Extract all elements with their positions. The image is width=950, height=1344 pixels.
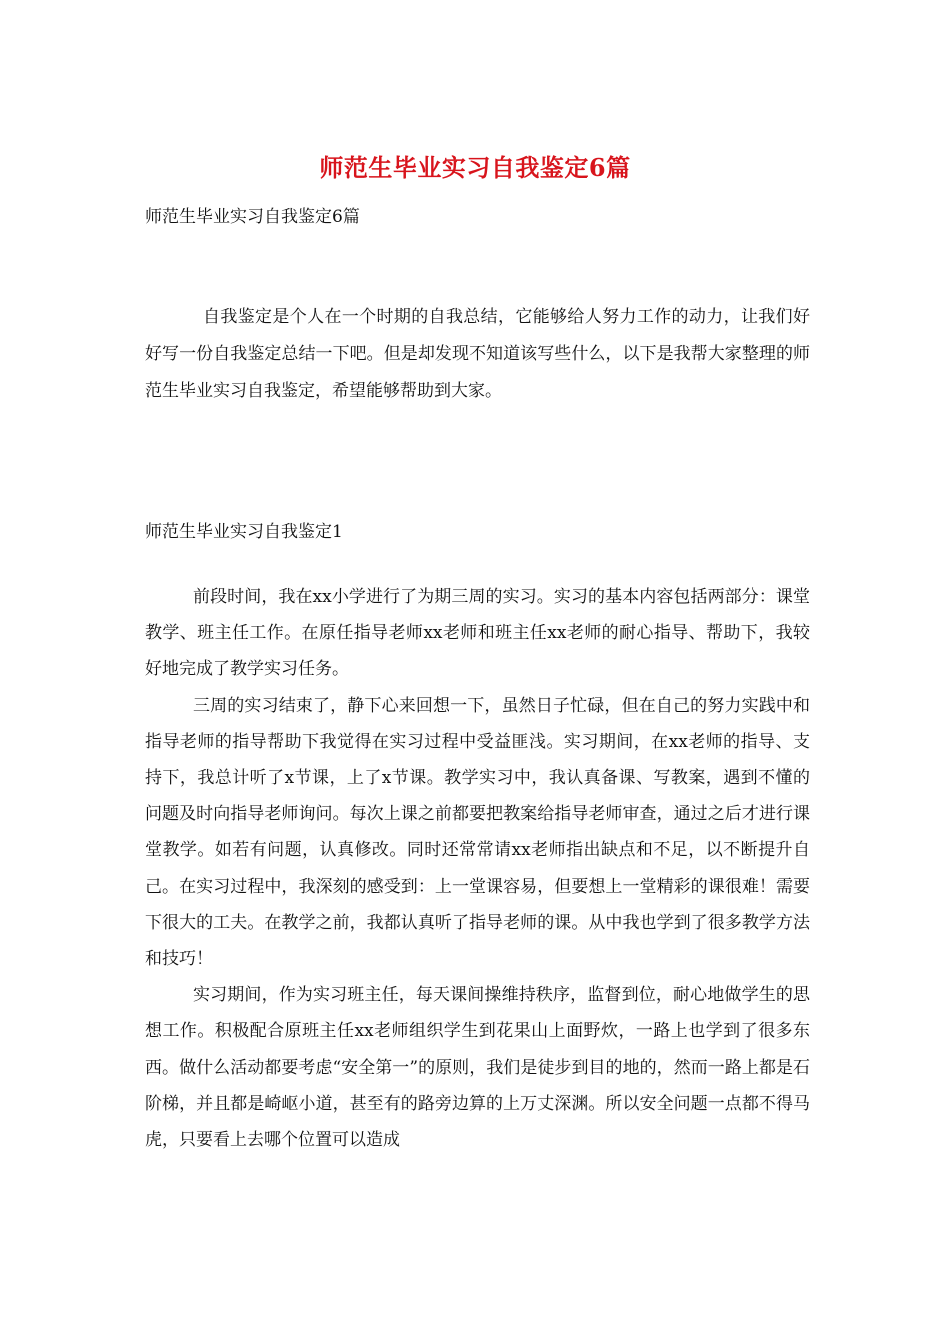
document-title: 师范生毕业实习自我鉴定6篇 [319,153,631,182]
section-heading: 师范生毕业实习自我鉴定1 [145,522,343,542]
body-paragraph-3: 实习期间，作为实习班主任，每天课间操维持秩序，监督到位，耐心地做学生的思想工作。积极配合原班主任xx老师组织学生到花果山上面野炊，一路上也学到了很多东西。做什么活动都要考虑“安全第一”的原则，我们是徒步到目的地的，然而一路上都是石阶梯，并且都是崎岖小道，甚至有的路旁边算的上万丈深渊。所以安全问题一点都不得马虎，只要看上去哪个位置可以造成 [145,985,810,1151]
body-paragraph-1: 前段时间，我在xx小学进行了为期三周的实习。实习的基本内容包括两部分：课堂教学、班主任工作。在原任指导老师xx老师和班主任xx老师的耐心指导、帮助下，我较好地完成了教学实习任务。 [145,587,810,680]
document-subtitle: 师范生毕业实习自我鉴定6篇 [145,207,360,227]
section-body [145,579,810,1158]
intro-paragraph: 自我鉴定是个人在一个时期的自我总结，它能够给人努力工作的动力，让我们好好写一份自我鉴定总结一下吧。但是却发现不知道该写些什么，以下是我帮大家整理的师范生毕业实习自我鉴定，希望能够帮助到大家。 [145,307,810,401]
body-paragraph-2: 三周的实习结束了，静下心来回想一下，虽然日子忙碌，但在自己的努力实践中和指导老师的指导帮助下我觉得在实习过程中受益匪浅。实习期间，在xx老师的指导、支持下，我总计听了x节课，上了x节课。教学实习中，我认真备课、写教案，遇到不懂的问题及时向指导老师询问。每次上课之前都要把教案给指导老师审查，通过之后才进行课堂教学。如若有问题，认真修改。同时还常常请xx老师指出缺点和不足，以不断提升自己。在实习过程中，我深刻的感受到：上一堂课容易，但要想上一堂精彩的课很难！需要下很大的工夫。在教学之前，我都认真听了指导老师的课。从中我也学到了很多教学方法和技巧！ [145,695,810,970]
